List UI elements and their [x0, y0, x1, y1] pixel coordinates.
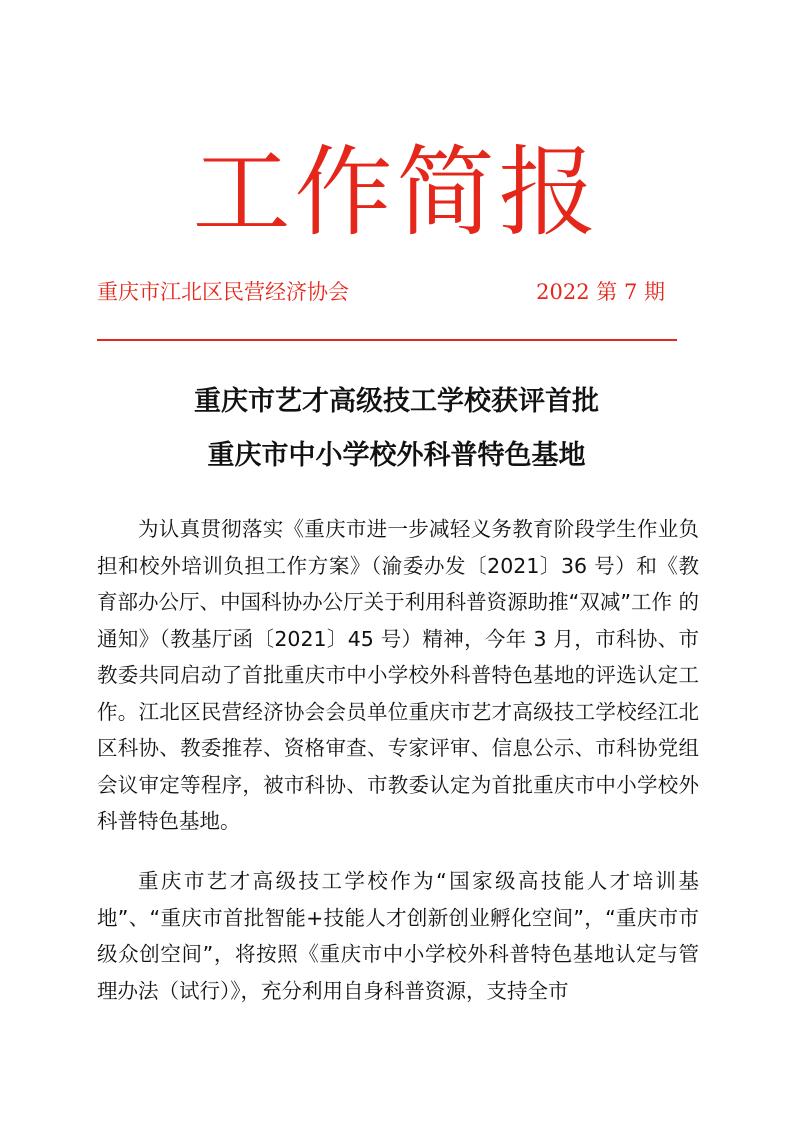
issue-number: 2022 第 7 期 [536, 280, 665, 304]
issue-line [97, 276, 677, 308]
article-headline-line2: 重庆市中小学校外科普特色基地 [207, 440, 586, 471]
article-paragraph: 为认真贯彻落实《重庆市进一步减轻义务教育阶段学生作业负担和校外培训负担工作方案》（渝委办发〔2021〕36 号）和《教 育部办公厅、中国科协办公厅关于利用科普资源助推“双减”工作 的通知》（教基厅函〔2021〕45 号）精神，今年 3 月，市科协、市教委共同启动了首批重庆市中小学校外科普特色基地的评选认定工作。江北区民营经济协会会员单位重庆市艺才高级技工学校经江北区科协、教委推荐、资格审查、专家评审、信息公示、市科协党组会议审定等程序，被市科协、市教委认定为首批重庆市中小学校外科普特色基地。 [97, 517, 699, 833]
article-headline-line1: 重庆市艺才高级技工学校获评首批 [194, 386, 599, 417]
article-paragraph: 重庆市艺才高级技工学校作为“国家级高技能人才培训基地”、“重庆市首批智能+技能人才创新创业孵化空间”，“重庆市市级众创空间”，将按照《重庆市中小学校外科普特色基地认定与管理办法（试行）》，充分利用自身科普资源，支持全市 [97, 869, 699, 1003]
masthead-title: 工作简报 [192, 136, 601, 250]
organization-name: 重庆市江北区民营经济协会 [97, 280, 349, 304]
masthead-divider [97, 339, 677, 341]
